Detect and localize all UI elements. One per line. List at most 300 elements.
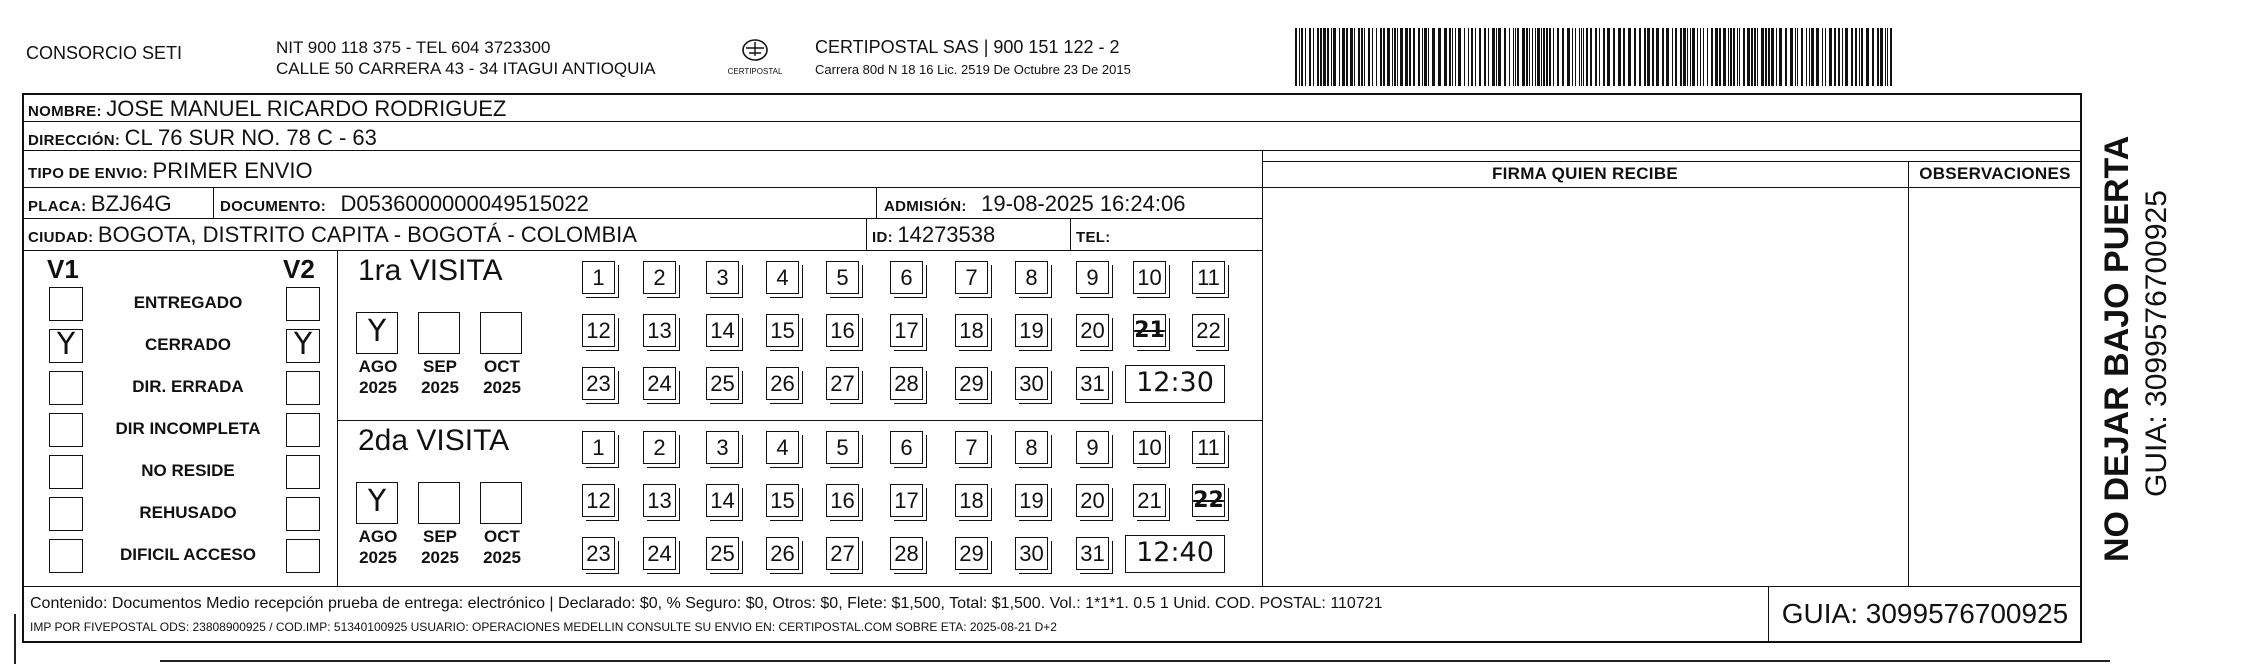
barcode-bar xyxy=(1372,28,1373,86)
month-label: SEP xyxy=(422,357,458,376)
visit-time[interactable]: 12:40 xyxy=(1125,535,1225,573)
day-box[interactable]: 10 xyxy=(1133,261,1166,294)
visit-time[interactable]: 12:30 xyxy=(1125,365,1225,403)
v2-checkbox[interactable] xyxy=(286,371,320,405)
barcode-bar xyxy=(1320,28,1322,86)
day-box[interactable]: 13 xyxy=(643,484,676,517)
barcode-bar xyxy=(1806,28,1807,86)
barcode-bar xyxy=(1400,28,1403,86)
barcode-bar xyxy=(1583,28,1584,86)
plate-label: PLACA: xyxy=(28,198,87,215)
barcode-bar xyxy=(1339,28,1340,86)
day-box[interactable]: 21 xyxy=(1133,484,1166,517)
day-box[interactable]: 29 xyxy=(955,367,988,400)
admission-row xyxy=(884,191,1185,217)
day-box[interactable]: 7 xyxy=(955,261,988,294)
barcode-bar xyxy=(1299,28,1300,86)
barcode-bar xyxy=(1532,28,1533,86)
address-label: DIRECCIÓN: xyxy=(28,132,121,149)
barcode-bar xyxy=(1618,28,1621,86)
carrier-name: CERTIPOSTAL SAS | 900 151 122 - 2 xyxy=(815,37,1120,57)
day-box[interactable]: 28 xyxy=(890,367,923,400)
barcode-bar xyxy=(1354,28,1355,86)
barcode-bar xyxy=(1790,28,1793,86)
v1-checkbox[interactable] xyxy=(49,539,83,573)
barcode-bar xyxy=(1768,28,1770,86)
barcode-bar xyxy=(1387,28,1390,86)
barcode-bar xyxy=(1449,28,1451,86)
barcode-bar xyxy=(1711,28,1713,86)
barcode-bar xyxy=(1861,28,1863,86)
day-box[interactable]: 5 xyxy=(826,261,859,294)
plate-row xyxy=(28,191,172,217)
barcode-bar xyxy=(1887,28,1888,86)
barcode-bar xyxy=(1529,28,1530,86)
barcode-bar xyxy=(1672,28,1673,86)
barcode-bar xyxy=(1838,28,1840,86)
barcode-bar xyxy=(1595,28,1597,86)
day-box[interactable]: 12 xyxy=(582,484,615,517)
month-checkbox[interactable] xyxy=(356,482,398,524)
v1-checkbox[interactable] xyxy=(49,455,83,489)
month-mark: Y xyxy=(367,484,387,519)
barcode-bar xyxy=(1572,28,1573,86)
day-box[interactable]: 23 xyxy=(582,537,615,570)
plate: BZJ64G xyxy=(90,191,172,216)
barcode-bar xyxy=(1859,28,1860,86)
year-label: 2025 xyxy=(421,548,459,567)
barcode-bar xyxy=(1785,28,1787,86)
barcode-bar xyxy=(1613,28,1615,86)
observaciones-label: OBSERVACIONES xyxy=(1919,164,2071,183)
day-box[interactable]: 17 xyxy=(890,484,923,517)
month-label: AGO xyxy=(358,527,398,546)
document-label: DOCUMENTO: xyxy=(220,198,327,215)
barcode-bar xyxy=(1797,28,1798,86)
company-name: CONSORCIO SETI xyxy=(26,43,183,63)
month-checkbox[interactable] xyxy=(418,312,460,354)
barcode-bar xyxy=(1475,28,1476,86)
footer-guia: GUIA: 3099576700925 xyxy=(1781,598,2069,629)
barcode-bar xyxy=(1368,28,1370,86)
barcode-bar xyxy=(1358,28,1360,86)
id-label: ID: xyxy=(872,229,893,246)
barcode-bar xyxy=(1885,28,1886,86)
city: BOGOTA, DISTRITO CAPITA - BOGOTÁ - COLOMBIA xyxy=(97,222,637,247)
day-box[interactable]: 16 xyxy=(826,484,859,517)
document-number: D0536000000049515022 xyxy=(340,191,589,216)
day-box[interactable]: 11 xyxy=(1192,261,1225,294)
barcode-bar xyxy=(1468,28,1469,86)
month-label: AGO xyxy=(358,357,398,376)
barcode-bar xyxy=(1809,28,1810,86)
day-box[interactable]: 13 xyxy=(643,314,676,347)
barcode-bar xyxy=(1549,28,1551,86)
barcode-bar xyxy=(1522,28,1525,86)
day-box[interactable]: 9 xyxy=(1076,431,1109,464)
barcode-bar xyxy=(1309,28,1311,86)
barcode-bar xyxy=(1743,28,1745,86)
barcode-bar xyxy=(1761,28,1764,86)
barcode-bar xyxy=(1553,28,1554,86)
barcode-bar xyxy=(1392,28,1393,86)
barcode-bar xyxy=(1305,28,1306,86)
day-box[interactable]: 15 xyxy=(766,484,799,517)
day-box[interactable]: 1 xyxy=(582,431,615,464)
barcode-bar xyxy=(1754,28,1756,86)
barcode-bar xyxy=(1639,28,1641,86)
barcode-bar xyxy=(1579,28,1580,86)
barcode-bar xyxy=(1383,28,1385,86)
day-box[interactable]: 19 xyxy=(1015,314,1048,347)
day-box[interactable]: 2 xyxy=(643,261,676,294)
day-box[interactable]: 16 xyxy=(826,314,859,347)
day-box[interactable]: 4 xyxy=(766,261,799,294)
barcode-bar xyxy=(1361,28,1363,86)
barcode-bar xyxy=(1471,28,1473,86)
barcode-bar xyxy=(1842,28,1843,86)
barcode-bar xyxy=(1535,28,1536,86)
day-box[interactable]: 27 xyxy=(826,367,859,400)
barcode-bar xyxy=(1546,28,1548,86)
barcode-bar xyxy=(1455,28,1456,86)
visit-title: 2da VISITA xyxy=(358,424,510,457)
day-box[interactable]: 30 xyxy=(1015,367,1048,400)
barcode-bar xyxy=(1342,28,1345,86)
barcode-bar xyxy=(1757,28,1758,86)
barcode-bar xyxy=(1380,28,1382,86)
barcode-bar xyxy=(1779,28,1782,86)
barcode-bar xyxy=(1829,28,1832,86)
barcode-bar xyxy=(1801,28,1803,86)
barcode-bar xyxy=(1394,28,1396,86)
barcode-bar xyxy=(1692,28,1695,86)
status-label: DIR INCOMPLETA xyxy=(115,419,261,438)
year-label: 2025 xyxy=(359,378,397,397)
barcode-bar xyxy=(1492,28,1495,86)
barcode-bar xyxy=(1634,28,1636,86)
barcode-bar xyxy=(1458,28,1461,86)
day-box[interactable]: 23 xyxy=(582,367,615,400)
barcode-bar xyxy=(1728,28,1729,86)
barcode-bar xyxy=(1795,28,1796,86)
barcode-bar xyxy=(1825,28,1826,86)
barcode-bar xyxy=(1452,28,1453,86)
barcode-bar xyxy=(1331,28,1332,86)
barcode-bar xyxy=(1586,28,1588,86)
barcode-bar xyxy=(1866,28,1869,86)
day-box[interactable]: 5 xyxy=(826,431,859,464)
day-box[interactable]: 1 xyxy=(582,261,615,294)
day-box[interactable]: 9 xyxy=(1076,261,1109,294)
day-box[interactable]: 18 xyxy=(955,484,988,517)
barcode-bar xyxy=(1479,28,1481,86)
year-label: 2025 xyxy=(483,378,521,397)
barcode-bar xyxy=(1517,28,1519,86)
day-box[interactable]: 25 xyxy=(706,367,739,400)
barcode-bar xyxy=(1504,28,1506,86)
year-label: 2025 xyxy=(359,548,397,567)
carrier-license: Carrera 80d N 18 16 Lic. 2519 De Octubre 23 De 2015 xyxy=(815,62,1131,77)
day-box[interactable]: 29 xyxy=(955,537,988,570)
v2-checkbox[interactable] xyxy=(286,413,320,447)
barcode-bar xyxy=(1880,28,1883,86)
day-box[interactable]: 3 xyxy=(706,431,739,464)
no-dejar-warning: NO DEJAR BAJO PUERTA xyxy=(2098,135,2136,562)
recipient-address: CL 76 SUR NO. 78 C - 63 xyxy=(124,125,377,150)
barcode-bar xyxy=(1747,28,1750,86)
day-box[interactable]: 19 xyxy=(1015,484,1048,517)
barcode-bar xyxy=(1488,28,1489,86)
barcode-bar xyxy=(1424,28,1427,86)
day-box[interactable]: 31 xyxy=(1076,367,1109,400)
v2-checkbox[interactable] xyxy=(286,455,320,489)
day-box[interactable]: 24 xyxy=(643,367,676,400)
contenido-line: Contenido: Documentos Medio recepción prueba de entrega: electrónico | Declarado: $0, % Seguro: $0, Otros: $0, Flete: $1,500, Total: $1,500. Vol.: 1*1*1. 0.5 1 Unid. COD. POSTAL: 110721 xyxy=(30,595,1383,612)
barcode-bar xyxy=(1647,28,1650,86)
day-box[interactable]: 11 xyxy=(1192,431,1225,464)
day-box[interactable]: 8 xyxy=(1015,431,1048,464)
barcode-bar xyxy=(1834,28,1836,86)
barcode-bar xyxy=(1719,28,1721,86)
barcode-bar xyxy=(1628,28,1631,86)
barcode-bar xyxy=(1562,28,1564,86)
day-box[interactable]: 26 xyxy=(766,537,799,570)
month-label: OCT xyxy=(484,357,520,376)
barcode-bar xyxy=(1526,28,1528,86)
barcode-bar xyxy=(1567,28,1570,86)
barcode-bar xyxy=(1509,28,1510,86)
imp-line: IMP POR FIVEPOSTAL ODS: 23808900925 / COD.IMP: 51340100925 USUARIO: OPERACIONES MEDELLIN CONSULTE SU ENVIO EN: CERTIPOSTAL.COM SOBRE ETA: 2025-08-21 D+2 xyxy=(30,620,1057,634)
barcode-bar xyxy=(1428,28,1429,86)
v2-checkbox[interactable] xyxy=(286,329,320,363)
day-box[interactable]: 28 xyxy=(890,537,923,570)
barcode-bar xyxy=(1603,28,1605,86)
v2-label: V2 xyxy=(283,254,315,284)
send-type: PRIMER ENVIO xyxy=(152,158,313,183)
signature-area[interactable] xyxy=(1264,188,1906,584)
v1-checkbox[interactable] xyxy=(49,371,83,405)
v1-checkbox[interactable] xyxy=(49,413,83,447)
observations-area[interactable] xyxy=(1910,188,2080,584)
barcode-bar xyxy=(1444,28,1447,86)
barcode-bar xyxy=(1683,28,1686,86)
barcode-bar xyxy=(1776,28,1777,86)
barcode-bar xyxy=(1855,28,1857,86)
status-label: DIFICIL ACCESO xyxy=(119,545,256,564)
day-box[interactable]: 26 xyxy=(766,367,799,400)
check-mark: Y xyxy=(56,327,76,362)
month-checkbox[interactable] xyxy=(480,312,522,354)
day-box[interactable]: 18 xyxy=(955,314,988,347)
visit-title: 1ra VISITA xyxy=(358,254,503,287)
barcode-bar xyxy=(1851,28,1853,86)
document-row xyxy=(220,191,589,217)
admission-date: 19-08-2025 16:24:06 xyxy=(981,191,1186,216)
svg-text:CERTIPOSTAL: CERTIPOSTAL xyxy=(727,67,783,76)
day-box[interactable]: 12 xyxy=(582,314,615,347)
month-checkbox[interactable] xyxy=(356,312,398,354)
day-box[interactable]: 30 xyxy=(1015,537,1048,570)
status-label: CERRADO xyxy=(145,335,231,354)
barcode-bar xyxy=(1690,28,1691,86)
barcode-bar xyxy=(1496,28,1497,86)
barcode-bar xyxy=(1707,28,1708,86)
barcode-bar xyxy=(1364,28,1365,86)
barcode-bar xyxy=(1700,28,1701,86)
barcode-bar xyxy=(1675,28,1677,86)
barcode-bar xyxy=(1607,28,1610,86)
status-label: DIR. ERRADA xyxy=(132,377,244,396)
day-box[interactable]: 7 xyxy=(955,431,988,464)
barcode-bar xyxy=(1877,28,1879,86)
barcode-bar xyxy=(1438,28,1441,86)
barcode-bar xyxy=(1317,28,1319,86)
day-box[interactable]: 2 xyxy=(643,431,676,464)
year-label: 2025 xyxy=(421,378,459,397)
barcode-bar xyxy=(1822,28,1823,86)
barcode-bar xyxy=(1541,28,1542,86)
day-box[interactable]: 15 xyxy=(766,314,799,347)
day-box[interactable]: 21 xyxy=(1133,314,1166,347)
barcode-bar xyxy=(1845,28,1848,86)
status-label: ENTREGADO xyxy=(133,293,243,312)
day-box[interactable]: 25 xyxy=(706,537,739,570)
barcode-bar xyxy=(1739,28,1740,86)
v2-checkbox[interactable] xyxy=(286,497,320,531)
status-label: REHUSADO xyxy=(139,503,237,522)
barcode-bar xyxy=(1723,28,1726,86)
month-checkbox[interactable] xyxy=(418,482,460,524)
company-address: CALLE 50 CARRERA 43 - 34 ITAGUI ANTIOQUIA xyxy=(276,59,656,78)
barcode-bar xyxy=(1313,28,1314,86)
address-row xyxy=(28,125,377,151)
day-box[interactable]: 24 xyxy=(643,537,676,570)
barcode-bar xyxy=(1513,28,1514,86)
day-box[interactable]: 14 xyxy=(706,314,739,347)
day-box[interactable]: 14 xyxy=(706,484,739,517)
certipostal-logo xyxy=(725,34,785,82)
year-label: 2025 xyxy=(483,548,521,567)
barcode-bar xyxy=(1816,28,1819,86)
barcode-bar xyxy=(1397,28,1398,86)
day-box[interactable]: 17 xyxy=(890,314,923,347)
send-type-row xyxy=(28,158,313,184)
month-label: OCT xyxy=(484,527,520,546)
barcode-bar xyxy=(1413,28,1415,86)
day-box[interactable]: 6 xyxy=(890,431,923,464)
barcode-bar xyxy=(1333,28,1336,86)
barcode-bar xyxy=(1346,28,1348,86)
barcode-bar xyxy=(1498,28,1501,86)
barcode-bar xyxy=(1765,28,1767,86)
barcode-bar xyxy=(1537,28,1540,86)
barcode-bar xyxy=(1666,28,1669,86)
day-box[interactable]: 3 xyxy=(706,261,739,294)
barcode-bar xyxy=(1771,28,1774,86)
barcode-bar xyxy=(1590,28,1592,86)
barcode-bar xyxy=(1890,28,1892,86)
barcode-bar xyxy=(1872,28,1874,86)
v1-label: V1 xyxy=(47,254,79,284)
v2-checkbox[interactable] xyxy=(286,287,320,321)
barcode-bar xyxy=(1811,28,1814,86)
barcode-bar xyxy=(1295,28,1297,86)
id-value: 14273538 xyxy=(897,222,996,247)
barcode-bar xyxy=(1327,28,1329,86)
day-box[interactable]: 10 xyxy=(1133,431,1166,464)
barcode-bar xyxy=(1376,28,1377,86)
day-box[interactable]: 27 xyxy=(826,537,859,570)
barcode-bar xyxy=(1350,28,1353,86)
check-mark: Y xyxy=(293,327,313,362)
barcode-bar xyxy=(1703,28,1704,86)
barcode-bar xyxy=(1623,28,1625,86)
day-box[interactable]: 22 xyxy=(1192,484,1225,517)
barcode-bar xyxy=(1662,28,1664,86)
admission-label: ADMISIÓN: xyxy=(884,198,967,215)
day-box[interactable]: 22 xyxy=(1192,314,1225,347)
city-row xyxy=(28,222,637,248)
nit-line: NIT 900 118 375 - TEL 604 3723300 xyxy=(276,38,551,57)
barcode-bar xyxy=(1575,28,1576,86)
day-box[interactable]: 6 xyxy=(890,261,923,294)
barcode-bar xyxy=(1515,28,1516,86)
firma-label: FIRMA QUIEN RECIBE xyxy=(1491,164,1679,183)
status-label: NO RESIDE xyxy=(141,461,235,480)
city-label: CIUDAD: xyxy=(28,229,94,246)
barcode-bar xyxy=(1301,28,1303,86)
tel-label: TEL: xyxy=(1076,229,1111,246)
recipient-name: JOSE MANUEL RICARDO RODRIGUEZ xyxy=(106,96,507,121)
barcode-bar xyxy=(1656,28,1659,86)
send-type-label: TIPO DE ENVIO: xyxy=(28,165,149,182)
barcode-bar xyxy=(1484,28,1486,86)
barcode-bar xyxy=(1422,28,1423,86)
name-label: NOMBRE: xyxy=(28,103,102,120)
day-box[interactable]: 8 xyxy=(1015,261,1048,294)
v1-checkbox[interactable] xyxy=(49,497,83,531)
barcode-bar xyxy=(1464,28,1465,86)
day-box[interactable]: 20 xyxy=(1076,314,1109,347)
day-box[interactable]: 31 xyxy=(1076,537,1109,570)
barcode xyxy=(1295,28,1895,86)
barcode-bar xyxy=(1751,28,1753,86)
barcode-bar xyxy=(1599,28,1600,86)
id-row xyxy=(872,222,995,248)
barcode-bar xyxy=(1323,28,1326,86)
v1-checkbox[interactable] xyxy=(49,329,83,363)
v2-checkbox[interactable] xyxy=(286,539,320,573)
barcode-bar xyxy=(1581,28,1582,86)
barcode-bar xyxy=(1737,28,1738,86)
month-mark: Y xyxy=(367,314,387,349)
side-guia: GUIA: 3099576700925 xyxy=(2140,190,2173,497)
barcode-bar xyxy=(1652,28,1654,86)
barcode-bar xyxy=(1405,28,1408,86)
day-box[interactable]: 20 xyxy=(1076,484,1109,517)
barcode-bar xyxy=(1543,28,1545,86)
barcode-bar xyxy=(1687,28,1688,86)
barcode-bar xyxy=(1432,28,1435,86)
month-checkbox[interactable] xyxy=(480,482,522,524)
barcode-bar xyxy=(1409,28,1411,86)
barcode-bar xyxy=(1418,28,1420,86)
barcode-bar xyxy=(1697,28,1698,86)
name-row xyxy=(28,96,506,122)
day-box[interactable]: 4 xyxy=(766,431,799,464)
v1-checkbox[interactable] xyxy=(49,287,83,321)
